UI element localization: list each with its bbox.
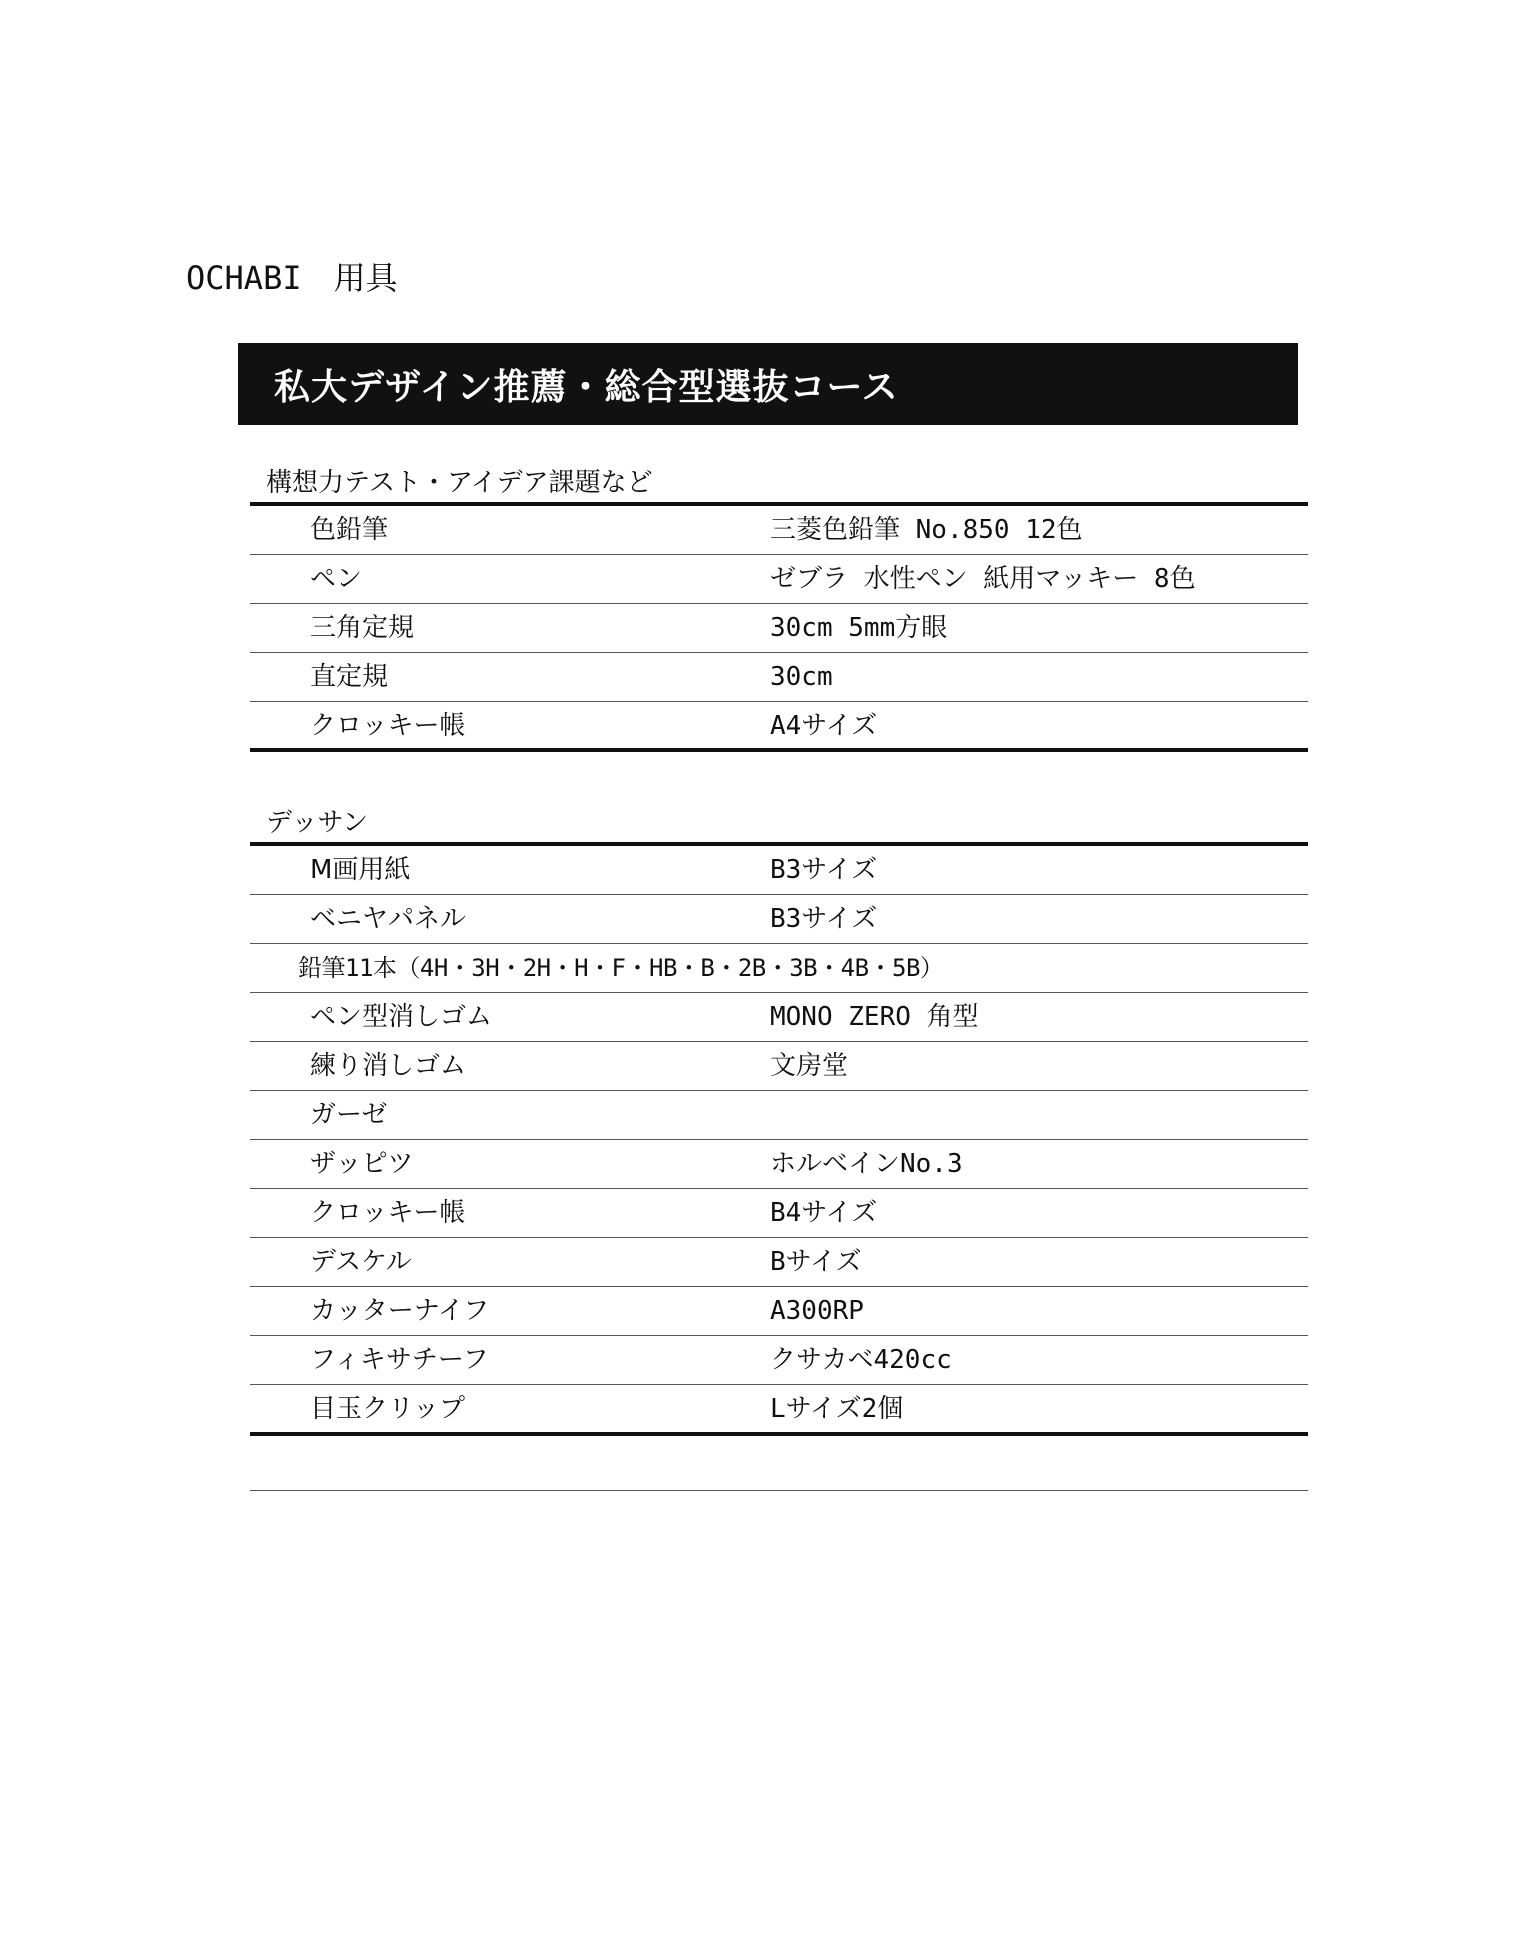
document-title: OCHABI 用具 — [186, 259, 398, 297]
table-bottom-rule — [250, 1432, 1308, 1436]
table-row — [250, 1091, 1308, 1139]
item-spec: B4サイズ — [770, 1198, 878, 1228]
item-name: ガーゼ — [310, 1100, 388, 1130]
course-banner — [238, 343, 1298, 425]
item-name: カッターナイフ — [310, 1296, 490, 1326]
section-heading: 構想力テスト・アイデア課題など — [266, 468, 653, 498]
section-dessin — [250, 796, 1308, 1446]
item-spec: クサカベ420cc — [770, 1345, 952, 1375]
item-name: フィキサチーフ — [310, 1345, 489, 1375]
table-row — [250, 653, 1308, 701]
table-row — [250, 846, 1308, 894]
table-row — [250, 895, 1308, 943]
item-spec: Bサイズ — [770, 1247, 862, 1277]
table-row — [250, 506, 1308, 554]
item-spec: Lサイズ2個 — [770, 1394, 904, 1424]
item-name: 鉛筆11本（4H・3H・2H・H・F・HB・B・2B・3B・4B・5B） — [298, 954, 944, 982]
item-spec: ホルベインNo.3 — [770, 1149, 963, 1179]
item-name: 直定規 — [310, 662, 389, 692]
item-spec: B3サイズ — [770, 904, 878, 934]
item-name: クロッキー帳 — [310, 711, 466, 741]
table-row — [250, 702, 1308, 750]
item-spec: 文房堂 — [770, 1051, 849, 1081]
table-row — [250, 1189, 1308, 1237]
item-spec: A4サイズ — [770, 711, 878, 741]
section-heading: デッサン — [266, 808, 369, 838]
item-name: 目玉クリップ — [310, 1394, 465, 1424]
item-name: ザッピツ — [310, 1149, 414, 1179]
item-spec: ゼブラ 水性ペン 紙用マッキー 8色 — [770, 564, 1196, 594]
table-row — [250, 555, 1308, 603]
item-spec: 30cm — [770, 662, 833, 692]
table-row — [250, 1140, 1308, 1188]
table-row — [250, 1238, 1308, 1286]
item-name: ペン型消しゴム — [310, 1002, 493, 1032]
item-spec: 三菱色鉛筆 No.850 12色 — [770, 515, 1083, 545]
item-spec: B3サイズ — [770, 855, 878, 885]
table-row — [250, 1385, 1308, 1433]
page-bottom-rule — [250, 1490, 1308, 1491]
item-spec: A300RP — [770, 1296, 864, 1326]
course-title: 私大デザイン推薦・総合型選抜コース — [274, 366, 899, 408]
table-row — [250, 1042, 1308, 1090]
item-name: 色鉛筆 — [310, 515, 389, 545]
item-name: クロッキー帳 — [310, 1198, 466, 1228]
table-row — [250, 944, 1308, 992]
item-name: M画用紙 — [310, 855, 411, 885]
table-bottom-rule — [250, 748, 1308, 752]
table-row — [250, 1336, 1308, 1384]
item-spec: MONO ZERO 角型 — [770, 1002, 979, 1032]
item-name: 三角定規 — [310, 613, 415, 643]
section-concept-test — [250, 456, 1308, 756]
item-name: ベニヤパネル — [310, 904, 467, 934]
table-row — [250, 1287, 1308, 1335]
table-row — [250, 993, 1308, 1041]
table-row — [250, 604, 1308, 652]
item-name: ペン — [310, 564, 363, 594]
item-name: 練り消しゴム — [310, 1051, 467, 1081]
item-name: デスケル — [310, 1247, 412, 1277]
item-spec: 30cm 5mm方眼 — [770, 613, 948, 643]
